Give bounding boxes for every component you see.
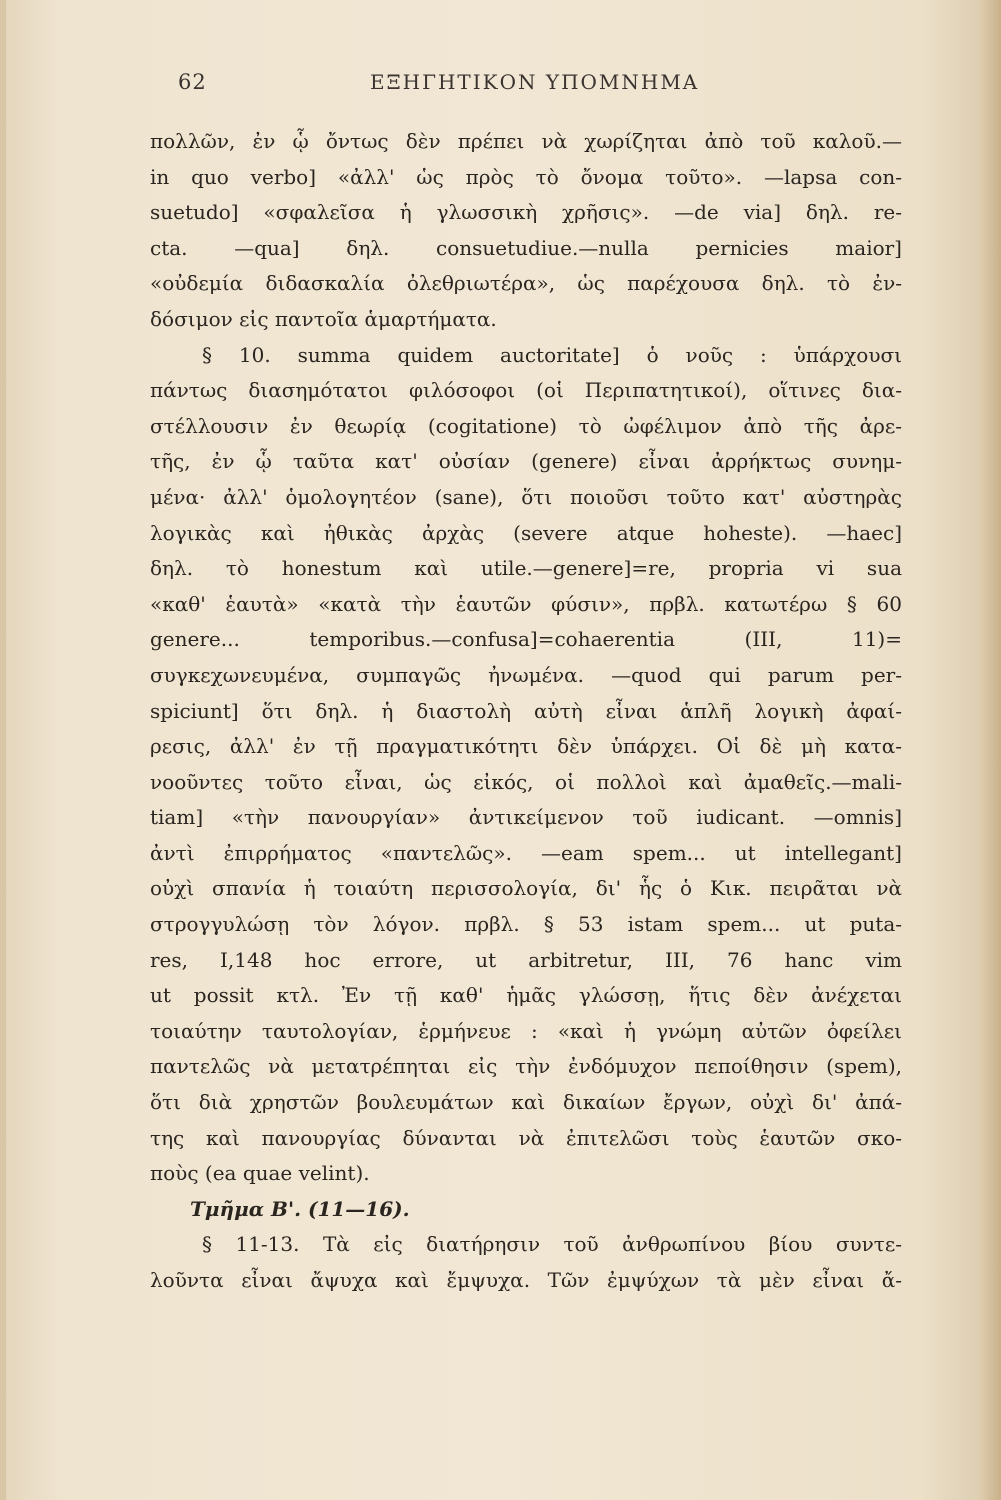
text-line: ὅτι διὰ χρηστῶν βουλευμάτων καὶ δικαίων ἔργων, οὐχὶ δι' ἀπά- <box>150 1090 902 1115</box>
text-line: ut possit κτλ. Ἐν τῇ καθ' ἡμᾶς γλώσσῃ, ἥτις δὲν ἀνέχεται <box>150 983 902 1008</box>
text-line: «καθ' ἑαυτὰ» «κατὰ τὴν ἑαυτῶν φύσιν», πρβλ. κατωτέρω § 60 <box>150 591 902 616</box>
text-line: παντελῶς νὰ μετατρέπηται εἰς τὴν ἐνδόμυχον πεποίθησιν (spem), <box>150 1054 902 1079</box>
text-line: suetudo] «σφαλεῖσα ἡ γλωσσικὴ χρῆσις». —de via] δηλ. re- <box>150 200 902 225</box>
text-line: στρογγυλώσῃ τὸν λόγον. πρβλ. § 53 istam spem... ut puta- <box>150 912 902 937</box>
text-line: οὐχὶ σπανία ἡ τοιαύτη περισσολογία, δι' ἧς ὁ Κικ. πειρᾶται νὰ <box>150 876 902 901</box>
text-line: cta. —qua] δηλ. consuetudiue.—nulla pernicies maior] <box>150 235 902 260</box>
text-line: λογικὰς καὶ ἠθικὰς ἀρχὰς (severe atque hoheste). —haec] <box>150 520 902 545</box>
text-line: τοιαύτην ταυτολογίαν, ἑρμήνευε : «καὶ ἡ γνώμη αὐτῶν ὀφείλει <box>150 1018 902 1043</box>
text-line: συγκεχωνευμένα, συμπαγῶς ἠνωμένα. —quod qui parum per- <box>150 662 902 687</box>
text-line: στέλλουσιν ἐν θεωρίᾳ (cogitatione) τὸ ὠφέλιμον ἀπὸ τῆς ἀρε- <box>150 413 902 438</box>
text-line: πολλῶν, ἐν ᾧ ὄντως δὲν πρέπει νὰ χωρίζηται ἀπὸ τοῦ καλοῦ.— <box>150 129 902 153</box>
text-line: res, I,148 hoc errore, ut arbitretur, III, 76 hanc vim <box>150 947 902 972</box>
text-line: δηλ. τὸ honestum καὶ utile.—genere]=re, propria vi sua <box>150 556 902 581</box>
text-line: in quo verbo] «ἀλλ' ὡς πρὸς τὸ ὄνομα τοῦτο». —lapsa con- <box>150 164 902 189</box>
text-line: της καὶ πανουργίας δύνανται νὰ ἐπιτελῶσι τοὺς ἑαυτῶν σκο- <box>150 1125 902 1150</box>
text-line: § 11-13. Τὰ εἰς διατήρησιν τοῦ ἀνθρωπίνου βίου συντε- <box>202 1232 902 1257</box>
text-line: spiciunt] ὅτι δηλ. ἡ διαστολὴ αὐτὴ εἶναι ἁπλῆ λογικὴ ἀφαί- <box>150 698 902 723</box>
text-line: genere... temporibus.—confusa]=cohaerentia (III, 11)= <box>150 627 902 652</box>
section-heading: Τμῆμα Β'. (11—16). <box>190 1196 410 1221</box>
page-left-edge <box>0 0 6 1500</box>
text-line: tiam] «τὴν πανουργίαν» ἀντικείμενον τοῦ iudicant. —omnis] <box>150 805 902 830</box>
running-title: ΕΞΗΓΗΤΙΚΟΝ ΥΠΟΜΝΗΜΑ <box>370 70 700 94</box>
text-line: τῆς, ἐν ᾧ ταῦτα κατ' οὐσίαν (genere) εἶναι ἀρρήκτως συνημ- <box>150 449 902 474</box>
text-line: νοοῦντες τοῦτο εἶναι, ὡς εἰκός, οἱ πολλοὶ καὶ ἀμαθεῖς.—mali- <box>150 769 902 794</box>
text-line: δόσιμον εἰς παντοῖα ἁμαρτήματα. <box>150 306 497 331</box>
text-line: πάντως διασημότατοι φιλόσοφοι (οἱ Περιπατητικοί), οἵτινες δια- <box>150 378 902 403</box>
page-right-edge <box>979 0 1001 1500</box>
page-header <box>178 70 878 100</box>
text-line: ρεσις, ἀλλ' ἐν τῇ πραγματικότητι δὲν ὑπάρχει. Οἱ δὲ μὴ κατα- <box>150 734 902 759</box>
text-line: λοῦντα εἶναι ἄψυχα καὶ ἔμψυχα. Τῶν ἐμψύχων τὰ μὲν εἶναι ἄ- <box>150 1268 902 1292</box>
text-line: § 10. summa quidem auctoritate] ὁ νοῦς : ὑπάρχουσι <box>202 342 902 367</box>
text-line: ἀντὶ ἐπιρρήματος «παντελῶς». —eam spem... ut intellegant] <box>150 840 902 865</box>
text-line: «οὐδεμία διδασκαλία ὀλεθριωτέρα», ὡς παρέχουσα δηλ. τὸ ἐν- <box>150 271 902 296</box>
body-text <box>150 124 902 1299</box>
text-line: ποὺς (ea quae velint). <box>150 1161 370 1186</box>
page-number: 62 <box>178 70 207 94</box>
text-line: μένα· ἀλλ' ὁμολογητέον (sane), ὅτι ποιοῦσι τοῦτο κατ' αὐστηρὰς <box>150 484 902 509</box>
